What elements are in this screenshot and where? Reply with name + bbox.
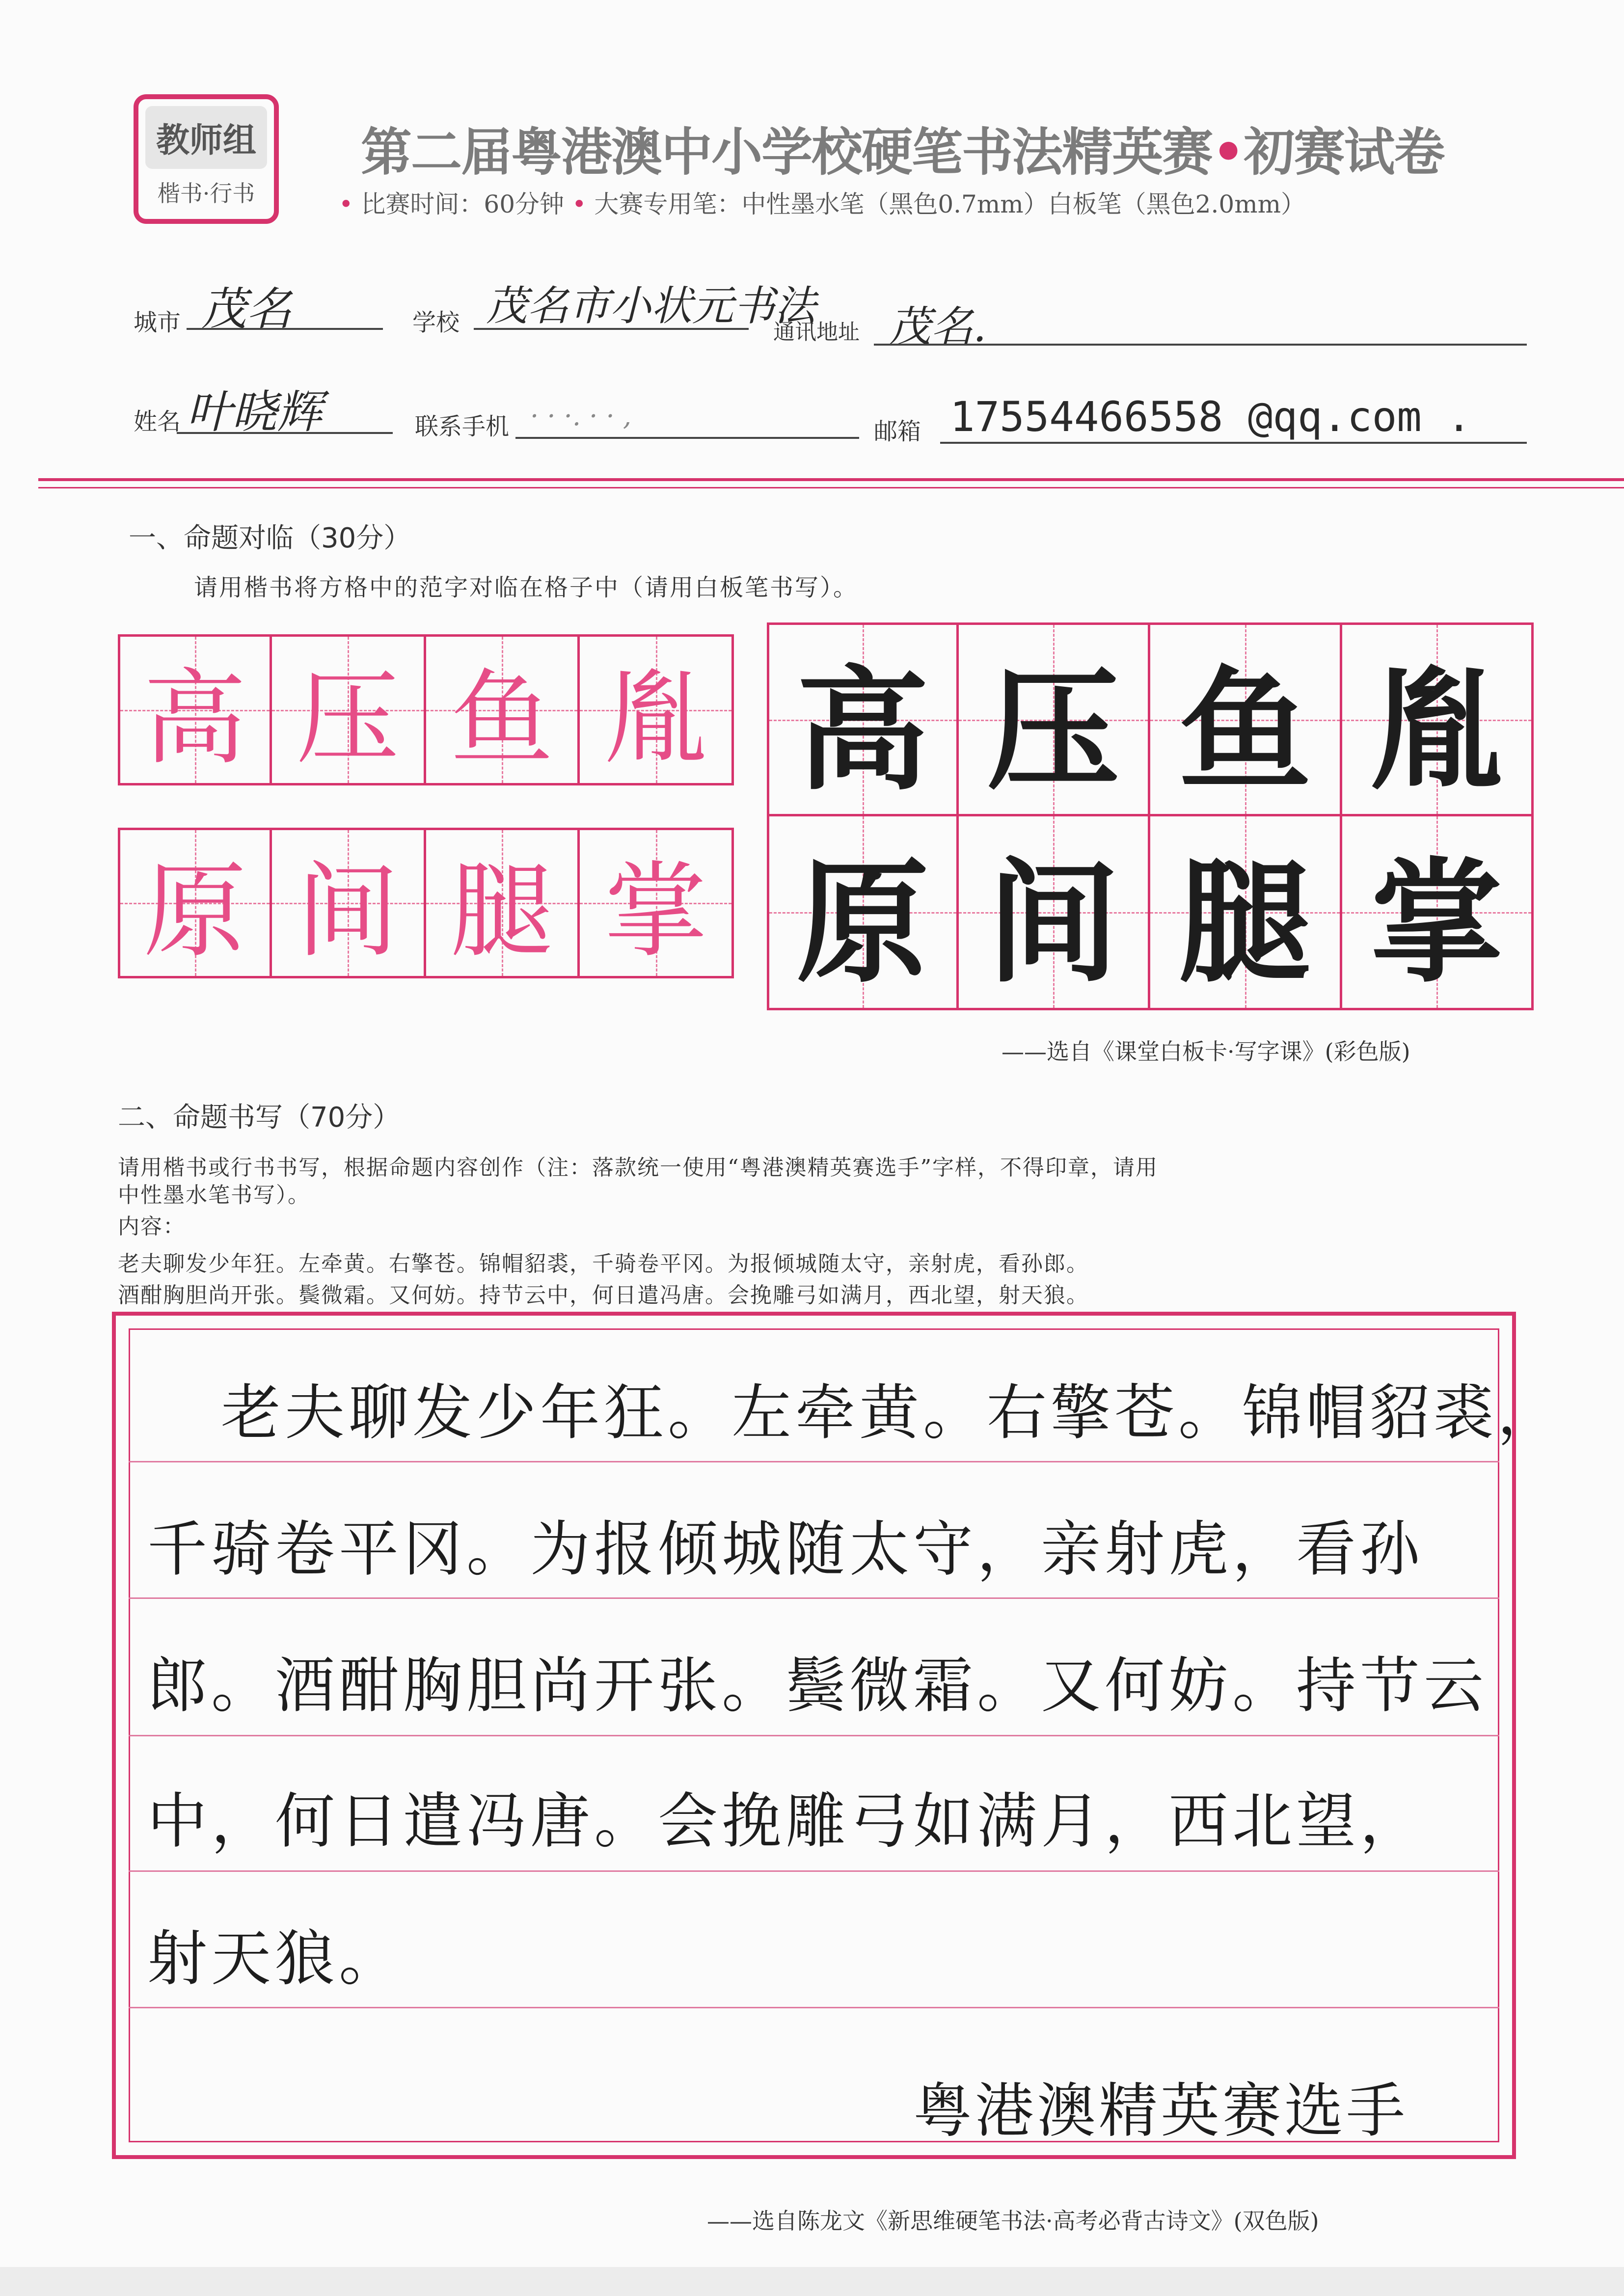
title-dot: • — [1212, 122, 1244, 182]
section1-title: 一、命题对临（30分） — [129, 522, 411, 554]
name-field[interactable] — [177, 432, 393, 434]
address-value: 茂名. — [889, 302, 987, 351]
school-label: 学校 — [412, 309, 460, 336]
ruled-line — [129, 1735, 1499, 1736]
practice-cell[interactable]: 鱼 — [1150, 622, 1342, 816]
section2-source: ——选自陈龙文《新思维硬笔书法·高考必背古诗文》(双色版) — [707, 2208, 1319, 2234]
ruled-line — [129, 1461, 1499, 1462]
practice-cell[interactable]: 胤 — [1342, 622, 1534, 816]
practice-grid[interactable] — [767, 622, 1534, 1010]
practice-cell[interactable]: 腿 — [1150, 816, 1342, 1010]
practice-cell[interactable]: 间 — [959, 816, 1151, 1010]
handwriting-line: 老夫聊发少年狂。左牵黄。右擎苍。锦帽貂裘， — [221, 1378, 1561, 1448]
page-title — [361, 111, 1444, 185]
section2-instruction-2: 中性墨水笔书写）。 — [118, 1183, 310, 1208]
model-cell: 原 — [118, 828, 272, 979]
practice-cell[interactable]: 高 — [767, 622, 959, 816]
model-cell: 掌 — [580, 828, 734, 979]
bullet-icon: • — [339, 190, 353, 218]
handwriting-line: 中，何日遣冯唐。会挽雕弓如满月，西北望， — [147, 1786, 1424, 1856]
signature: 粤港澳精英赛选手 — [913, 2077, 1408, 2145]
bullet-icon: • — [571, 190, 587, 218]
section1-source: ——选自《课堂白板卡·写字课》(彩色版) — [1001, 1038, 1410, 1065]
city-label: 城市 — [134, 309, 181, 336]
practice-cell[interactable]: 原 — [767, 816, 959, 1010]
badge-group-label: 教师组 — [145, 106, 267, 169]
content-label: 内容： — [118, 1214, 186, 1239]
section1-instruction: 请用楷书将方格中的范字对临在格子中（请用白板笔书写）。 — [194, 574, 859, 601]
model-cell: 高 — [118, 634, 272, 785]
ruled-line — [129, 1597, 1499, 1599]
exam-info — [339, 185, 1305, 220]
content-line-2: 酒酣胸胆尚开张。鬓微霜。又何妨。持节云中，何日遣冯唐。会挽雕弓如满月，西北望，射天狼。 — [118, 1283, 1089, 1308]
practice-cell[interactable]: 压 — [959, 622, 1151, 816]
model-cell: 间 — [272, 828, 426, 979]
handwriting-line: 郎。酒酣胸胆尚开张。鬓微霜。又何妨。持节云 — [147, 1651, 1488, 1721]
email-field[interactable] — [940, 442, 1527, 444]
phone-field[interactable] — [515, 437, 859, 439]
section2-title: 二、命题书写（70分） — [118, 1102, 401, 1134]
group-badge — [134, 94, 279, 224]
name-value: 叶晓辉 — [187, 386, 323, 438]
city-value: 茂名 — [201, 283, 292, 335]
content-line-1: 老夫聊发少年狂。左牵黄。右擎苍。锦帽貂裘，千骑卷平冈。为报倾城随太守，亲射虎，看孙郎。 — [118, 1251, 1089, 1276]
city-field[interactable] — [187, 328, 383, 330]
ruled-line — [129, 1870, 1499, 1872]
model-cell: 腿 — [426, 828, 580, 979]
email-label: 邮箱 — [874, 418, 921, 445]
model-cell: 胤 — [580, 634, 734, 785]
title-sub: 初赛试卷 — [1244, 122, 1444, 182]
badge-scripts-label: 楷书·行书 — [157, 180, 255, 207]
email-value: 17554466558 @qq.com . — [950, 393, 1472, 441]
name-label: 姓名 — [134, 408, 181, 435]
model-grid — [118, 634, 734, 978]
address-label: 通讯地址 — [773, 320, 860, 345]
practice-cell[interactable]: 掌 — [1342, 816, 1534, 1010]
section2-instruction-1: 请用楷书或行书书写，根据命题内容创作（注：落款统一使用“粤港澳精英赛选手”字样，不得印章，请用 — [118, 1155, 1158, 1180]
phone-value: · · ·. · · , — [530, 401, 631, 432]
handwriting-line: 千骑卷平冈。为报倾城随太守，亲射虎，看孙 — [147, 1514, 1424, 1584]
model-cell: 鱼 — [426, 634, 580, 785]
handwriting-line: 射天狼。 — [147, 1924, 403, 1994]
school-field[interactable] — [474, 328, 749, 330]
phone-label: 联系手机 — [415, 413, 510, 440]
section-divider — [38, 478, 1624, 481]
time-info: 比赛时间：60分钟 — [361, 190, 565, 218]
model-cell: 压 — [272, 634, 426, 785]
ruled-line — [129, 2007, 1499, 2008]
section-divider-thin — [38, 487, 1624, 488]
title-main: 第二届粤港澳中小学校硬笔书法精英赛 — [361, 122, 1213, 182]
pen-info: 大赛专用笔：中性墨水笔（黑色0.7mm）白板笔（黑色2.0mm） — [594, 190, 1306, 218]
school-value: 茂名市小状元书法 — [486, 282, 816, 330]
address-field[interactable] — [874, 344, 1527, 346]
scan-edge — [0, 2267, 1624, 2296]
